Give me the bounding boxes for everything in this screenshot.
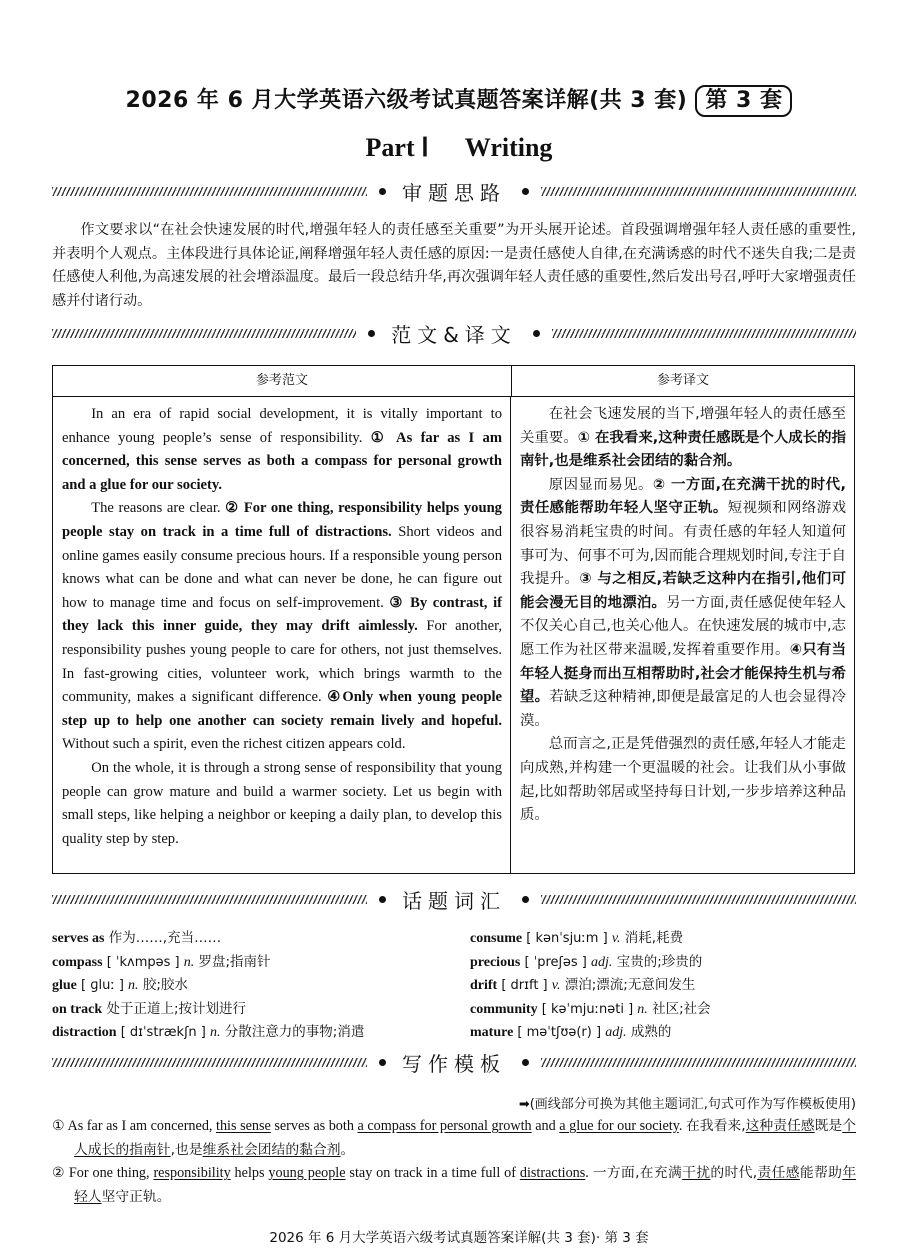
vocab-entry — [470, 1021, 856, 1045]
vocab-word: consume — [470, 931, 523, 946]
essay-text: For another, responsibility pushes young people to care for others, not just themselves. In fast-growing cities, volunteer work, which brings warmth to the community, makes a significant difference. — [62, 618, 502, 706]
vocab-word: drift — [470, 978, 498, 993]
vocabulary-column-right — [470, 927, 856, 1045]
replaceable-phrase: young people — [268, 1165, 346, 1181]
hatch-divider — [52, 329, 356, 338]
replaceable-phrase: a glue for our society — [559, 1118, 679, 1134]
section-title: 话题词汇 — [402, 888, 506, 913]
part-number: Part Ⅰ — [365, 133, 429, 162]
template-item — [52, 1115, 856, 1162]
vocab-phonetic: [ ɡluː ] — [76, 978, 129, 993]
template-list — [52, 1115, 856, 1209]
vocab-entry — [52, 927, 470, 951]
template-text: 。 — [340, 1141, 355, 1158]
table-body — [53, 397, 854, 874]
section-title: 范文&译文 — [391, 322, 517, 347]
vocab-pos: v. — [551, 978, 561, 993]
template-text: 能帮助 — [799, 1165, 843, 1181]
section-heading-vocabulary — [52, 884, 856, 914]
bullet-dot — [379, 896, 386, 903]
vocab-phonetic: [ drɪft ] — [497, 978, 552, 993]
hatch-divider — [52, 187, 367, 196]
vocab-meaning: 漂泊;漂流;无意间发生 — [560, 977, 696, 993]
essay-text: In an era of rapid social development, it is vitally important to enhance young people’s sense of responsibility. — [62, 406, 502, 446]
vocab-word: compass — [52, 954, 103, 970]
template-text: serves as both — [270, 1118, 358, 1134]
vocab-phonetic: [ kənˈsjuːm ] — [522, 931, 612, 946]
vocab-pos: adj. — [605, 1025, 627, 1040]
template-text: . — [678, 1118, 686, 1134]
replaceable-phrase: this sense — [216, 1118, 271, 1134]
vocab-phonetic: [ dɪˈstrækʃn ] — [116, 1025, 211, 1040]
key-sentence: ④Only when young people step up to help one another can society remain lively and hopeful. — [62, 689, 502, 729]
bullet-dot — [522, 896, 529, 903]
section-heading-sample — [52, 318, 856, 348]
translation-chinese — [511, 397, 854, 874]
vocab-pos: v. — [611, 931, 621, 946]
hatch-divider — [541, 895, 856, 904]
vocab-word: serves as — [52, 931, 105, 946]
template-note: ➡(画线部分可换为其他主题词汇,句式可作为写作模板使用) — [518, 1097, 856, 1112]
vocab-pos: n. — [183, 954, 195, 970]
vocabulary-column-left — [52, 927, 470, 1045]
bullet-dot — [379, 188, 386, 195]
replaceable-phrase: 干扰 — [682, 1165, 711, 1181]
template-item — [52, 1162, 856, 1209]
vocab-pos: n. — [210, 1025, 221, 1040]
replaceable-phrase: 年轻人 — [74, 1165, 857, 1205]
vocab-word: on track — [52, 1001, 103, 1017]
template-text: ,也是 — [170, 1141, 203, 1158]
vocab-entry — [52, 974, 470, 998]
vocabulary-list — [52, 927, 856, 1045]
vocab-meaning: 消耗,耗费 — [620, 930, 684, 946]
template-text: 一方面,在充满 — [592, 1165, 683, 1181]
essay-paragraph — [62, 497, 502, 757]
vocab-meaning: 胶;胶水 — [138, 977, 188, 993]
vocab-phonetic: [ ˈkʌmpəs ] — [102, 954, 184, 970]
translation-text: 原因显而易见。 — [548, 476, 653, 493]
vocab-phonetic: [ məˈtʃʊə(r) ] — [513, 1025, 606, 1040]
replaceable-phrase: 责任感 — [757, 1165, 800, 1181]
vocab-entry — [470, 927, 856, 951]
template-text: helps — [230, 1165, 269, 1181]
replaceable-phrase: 个人成长的指南针 — [74, 1118, 856, 1158]
essay-text: The reasons are clear. — [91, 500, 226, 517]
page-footer: 2026 年 6 月大学英语六级考试真题答案详解(共 3 套)· 第 3 套 — [269, 1230, 649, 1246]
key-sentence: ④只有当年轻人挺身而出互相帮助时,社会才能保持生机与希望。 — [520, 641, 847, 706]
template-text: . — [585, 1165, 593, 1181]
vocab-pos: n. — [128, 978, 139, 993]
vocab-meaning: 成熟的 — [626, 1024, 672, 1040]
header-sample-essay: 参考范文 — [53, 366, 512, 396]
template-text: ② For one thing, — [52, 1165, 154, 1181]
section-title: 写作模板 — [402, 1051, 506, 1076]
set-badge: 第 3 套 — [695, 85, 792, 117]
vocab-entry — [470, 951, 856, 975]
header-translation: 参考译文 — [656, 373, 709, 388]
vocab-entry — [470, 974, 856, 998]
key-sentence: ② 一方面,在充满干扰的时代,责任感能帮助年轻人坚守正轨。 — [520, 476, 846, 517]
table-header — [53, 366, 854, 397]
section-heading-analysis — [52, 176, 856, 206]
vocab-meaning: 分散注意力的事物;消遣 — [220, 1024, 365, 1040]
template-text: 既是 — [814, 1118, 843, 1134]
essay-text: Short videos and online games easily consume precious hours. If a responsible young person knows what can be done and what can never be done, he can figure out how to manage time and focus on self-improvement. — [62, 523, 503, 611]
key-sentence: ③ By contrast, if they lack this inner guide, they may drift aimlessly. — [62, 594, 502, 635]
part-name: Writing — [464, 133, 553, 162]
bullet-dot — [533, 330, 540, 337]
replaceable-phrase: responsibility — [153, 1165, 231, 1181]
vocab-meaning: 宝贵的;珍贵的 — [612, 953, 703, 970]
replaceable-phrase: 维系社会团结的黏合剂 — [202, 1141, 341, 1158]
vocab-pos: adj. — [591, 954, 613, 970]
essay-paragraph: On the whole, it is through a strong sense of responsibility that young people can grow mature and build a warmer society. Let us begin with small steps, like helping a neighbor or keeping a daily plan, to develop this quality step by step. — [62, 759, 502, 847]
template-text: and — [531, 1118, 560, 1134]
template-text: 在我看来, — [686, 1118, 746, 1134]
vocab-meaning: 社区;社会 — [647, 1000, 711, 1017]
vocab-word: precious — [470, 954, 521, 970]
sample-essay-table — [52, 365, 855, 874]
analysis-paragraph: 作文要求以“在社会快速发展的时代,增强年轻人的责任感至关重要”为开头展开论述。首段强调增强年轻人责任感的重要性,并表明个人观点。主体段进行具体论证,阐释增强年轻人责任感的原因:一是责任感使人自律,在充满诱惑的时代不迷失自我;二是责任感使人利他,为高速发展的社会增添温度。最后一段总结升华,再次强调年轻人责任感的重要性,然后发出号召,呼吁大家增强责任感并付诸行动。 — [52, 222, 856, 309]
vocab-phonetic: [ ˈpreʃəs ] — [520, 954, 592, 970]
vocab-word: glue — [52, 978, 77, 993]
key-sentence: ① As far as I am concerned, this sense serves as both a compass for personal growth and a glue for our society. — [62, 429, 503, 493]
translation-paragraph — [520, 474, 846, 734]
vocab-entry — [52, 1021, 470, 1045]
vocab-entry — [52, 951, 470, 975]
essay-text: Without such a spirit, even the richest citizen appears cold. — [62, 736, 406, 753]
replaceable-phrase: a compass for personal growth — [357, 1118, 532, 1134]
bullet-dot — [522, 1059, 529, 1066]
vocab-word: community — [470, 1001, 538, 1017]
hatch-divider — [541, 1058, 856, 1067]
vocab-entry — [52, 998, 470, 1022]
template-text: 的时代, — [710, 1165, 758, 1181]
key-sentence: ③ 与之相反,若缺乏这种内在指引,他们可能会漫无目的地漂泊。 — [520, 571, 846, 611]
bullet-dot — [379, 1059, 386, 1066]
vocab-pos: n. — [637, 1001, 648, 1017]
section-title: 审题思路 — [402, 180, 506, 205]
translation-text: 另一方面,责任感促使年轻人不仅关心自己,也关心他人。在快速发展的城市中,志愿工作为社区带来温暖,发挥着重要作用。 — [520, 594, 846, 658]
document-title-text: 2026 年 6 月大学英语六级考试真题答案详解(共 3 套) — [125, 88, 688, 113]
vocab-entry — [470, 998, 856, 1022]
hatch-divider — [541, 187, 856, 196]
translation-text: 若缺乏这种精神,即便是最富足的人也会显得冷漠。 — [520, 689, 846, 729]
replaceable-phrase: 这种责任感 — [745, 1118, 815, 1134]
key-sentence: ② For one thing, responsibility helps young people stay on track in a time full of distractions. — [62, 500, 502, 540]
translation-paragraph — [520, 403, 846, 474]
hatch-divider — [552, 329, 856, 338]
part-title — [0, 133, 918, 163]
sample-essay-english — [53, 397, 511, 874]
vocab-meaning: 作为……,充当…… — [104, 930, 222, 946]
vocab-word: distraction — [52, 1025, 117, 1040]
section-heading-template — [52, 1047, 856, 1077]
document-title — [0, 83, 918, 117]
hatch-divider — [52, 895, 367, 904]
vocab-phonetic: [ kəˈmjuːnəti ] — [537, 1001, 638, 1017]
bullet-dot — [522, 188, 529, 195]
translation-paragraph: 总而言之,正是凭借强烈的责任感,年轻人才能走向成熟,并构建一个更温暖的社会。让我们从小事做起,比如帮助邻居或坚持每日计划,一步步培养这种品质。 — [520, 736, 846, 824]
replaceable-phrase: distractions — [519, 1165, 586, 1181]
key-sentence: ① 在我看来,这种责任感既是个人成长的指南针,也是维系社会团结的黏合剂。 — [520, 429, 846, 470]
hatch-divider — [52, 1058, 367, 1067]
vocab-meaning: 处于正道上;按计划进行 — [102, 1000, 247, 1017]
translation-text: 短视频和网络游戏很容易消耗宝贵的时间。有责任感的年轻人知道何事可为、何事不可为,因而能合理规划时间,专注于自我提升。 — [520, 500, 846, 588]
template-text: 坚守正轨。 — [101, 1188, 171, 1205]
bullet-dot — [368, 330, 375, 337]
essay-paragraph — [62, 403, 502, 497]
template-text: stay on track in a time full of — [345, 1165, 520, 1181]
translation-text: 在社会飞速发展的当下,增强年轻人的责任感至关重要。 — [520, 406, 846, 446]
template-text: ① As far as I am concerned, — [52, 1118, 217, 1134]
vocab-word: mature — [470, 1025, 514, 1040]
vocab-meaning: 罗盘;指南针 — [194, 953, 271, 970]
